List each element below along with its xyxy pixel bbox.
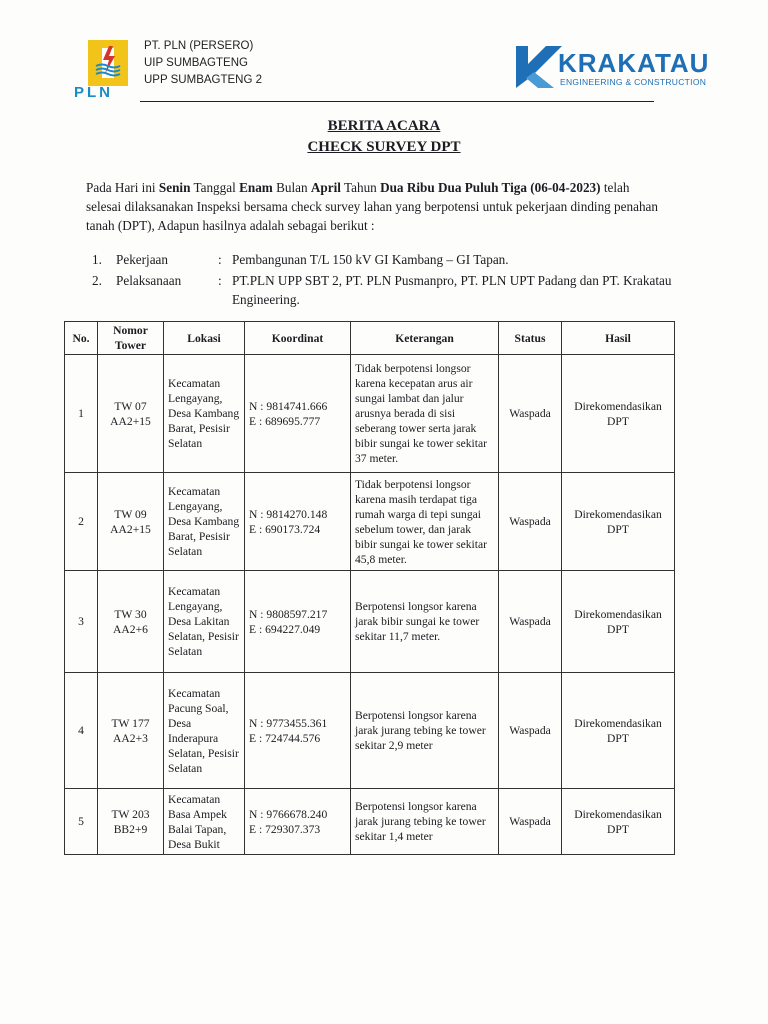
cell-hasil: Direkomendasikan DPT — [562, 355, 675, 473]
cell-tower: TW 203 BB2+9 — [98, 789, 164, 855]
cell-no: 2 — [65, 473, 98, 571]
list-separator: : — [218, 252, 222, 267]
coord-n: N : 9773455.361 — [249, 716, 328, 730]
survey-table — [64, 321, 675, 855]
list-number: 1. — [92, 252, 102, 267]
intro-text-5: telah selesai dilaksanakan Inspeksi bersama check survey lahan yang berpotensi untuk pekerjaan dinding penahan tanah (DPT), Adapun hasilnya adalah sebagai berikut : — [86, 180, 658, 233]
col-header-keterangan: Keterangan — [351, 322, 499, 355]
list-item — [92, 250, 672, 269]
col-header-no: No. — [65, 322, 98, 355]
cell-tower: TW 07 AA2+15 — [98, 355, 164, 473]
cell-koordinat — [245, 355, 351, 473]
coord-e: E : 690173.724 — [249, 522, 321, 536]
cell-keterangan: Berpotensi longsor karena jarak jurang tebing ke tower sekitar 2,9 meter — [351, 673, 499, 789]
table-row — [65, 473, 675, 571]
cell-lokasi: Kecamatan Lengayang, Desa Kambang Barat, Pesisir Selatan — [164, 473, 245, 571]
cell-lokasi: Kecamatan Lengayang, Desa Lakitan Selatan, Pesisir Selatan — [164, 571, 245, 673]
cell-lokasi: Kecamatan Lengayang, Desa Kambang Barat, Pesisir Selatan — [164, 355, 245, 473]
cell-koordinat — [245, 789, 351, 855]
table-row — [65, 789, 675, 855]
table-header-row — [65, 322, 675, 355]
coord-n: N : 9766678.240 — [249, 807, 328, 821]
cell-status: Waspada — [499, 473, 562, 571]
cell-status: Waspada — [499, 355, 562, 473]
info-list — [90, 248, 674, 311]
col-header-tower: Nomor Tower — [98, 322, 164, 355]
krakatau-subtitle: ENGINEERING & CONSTRUCTION — [560, 77, 707, 87]
cell-keterangan: Tidak berpotensi longsor karena masih terdapat tiga rumah warga di tepi sungai sebelum tower, dan jarak bibir sungai ke tower sekitar 45,8 meter. — [351, 473, 499, 571]
coord-e: E : 724744.576 — [249, 731, 321, 745]
table-row — [65, 571, 675, 673]
intro-paragraph — [86, 178, 666, 235]
intro-text-4: Tahun — [340, 180, 381, 195]
coord-e: E : 729307.373 — [249, 822, 321, 836]
pln-line-2: UIP SUMBAGTENG — [144, 57, 248, 69]
pln-line-1: PT. PLN (PERSERO) — [144, 40, 254, 52]
list-item — [92, 271, 672, 309]
cell-status: Waspada — [499, 571, 562, 673]
col-header-koordinat: Koordinat — [245, 322, 351, 355]
coord-n: N : 9814270.148 — [249, 507, 328, 521]
pln-company-lines — [144, 38, 262, 89]
cell-hasil: Direkomendasikan DPT — [562, 571, 675, 673]
table-row — [65, 355, 675, 473]
cell-koordinat — [245, 571, 351, 673]
col-header-lokasi: Lokasi — [164, 322, 245, 355]
document-subtitle: CHECK SURVEY DPT — [307, 139, 461, 155]
coord-n: N : 9808597.217 — [249, 607, 328, 621]
cell-tower: TW 09 AA2+15 — [98, 473, 164, 571]
cell-keterangan: Tidak berpotensi longsor karena kecepatan arus air sungai lambat dan jalur arusnya berada di sisi seberang tower serta jarak bibir sungai ke tower sekitar 37 meter. — [351, 355, 499, 473]
intro-date: Enam — [239, 180, 273, 195]
cell-hasil: Direkomendasikan DPT — [562, 789, 675, 855]
coord-e: E : 689695.777 — [249, 414, 321, 428]
list-label: Pelaksanaan — [116, 273, 182, 288]
pln-wordmark: PLN — [74, 84, 113, 101]
cell-lokasi: Kecamatan Basa Ampek Balai Tapan, Desa Bukit — [164, 789, 245, 855]
list-value: Pembangunan T/L 150 kV GI Kambang – GI Tapan. — [232, 252, 509, 267]
cell-no: 5 — [65, 789, 98, 855]
list-separator: : — [218, 273, 222, 288]
header-divider — [140, 101, 654, 102]
krakatau-name: KRAKATAU — [558, 48, 710, 78]
cell-keterangan: Berpotensi longsor karena jarak bibir sungai ke tower sekitar 11,7 meter. — [351, 571, 499, 673]
cell-hasil: Direkomendasikan DPT — [562, 673, 675, 789]
coord-e: E : 694227.049 — [249, 622, 321, 636]
pln-line-3: UPP SUMBAGTENG 2 — [144, 74, 263, 86]
cell-keterangan: Berpotensi longsor karena jarak jurang tebing ke tower sekitar 1,4 meter — [351, 789, 499, 855]
cell-koordinat — [245, 673, 351, 789]
intro-text-2: Tanggal — [190, 180, 240, 195]
cell-status: Waspada — [499, 673, 562, 789]
intro-month: April — [310, 180, 341, 195]
cell-lokasi: Kecamatan Pacung Soal, Desa Inderapura Selatan, Pesisir Selatan — [164, 673, 245, 789]
intro-day: Senin — [158, 180, 191, 195]
pln-logo-icon — [88, 40, 128, 86]
cell-tower: TW 177 AA2+3 — [98, 673, 164, 789]
cell-no: 1 — [65, 355, 98, 473]
list-value: PT.PLN UPP SBT 2, PT. PLN Pusmanpro, PT. PLN UPT Padang dan PT. Krakatau Engineering. — [232, 273, 672, 307]
cell-no: 4 — [65, 673, 98, 789]
cell-no: 3 — [65, 571, 98, 673]
document-title: BERITA ACARA — [327, 118, 441, 134]
cell-koordinat — [245, 473, 351, 571]
intro-year: Dua Ribu Dua Puluh Tiga (06-04-2023) — [380, 180, 601, 195]
cell-hasil: Direkomendasikan DPT — [562, 473, 675, 571]
intro-text-1: Pada Hari ini — [86, 180, 159, 195]
list-number: 2. — [92, 273, 102, 288]
col-header-hasil: Hasil — [562, 322, 675, 355]
table-row — [65, 673, 675, 789]
list-label: Pekerjaan — [116, 252, 168, 267]
col-header-status: Status — [499, 322, 562, 355]
coord-n: N : 9814741.666 — [249, 399, 328, 413]
cell-tower: TW 30 AA2+6 — [98, 571, 164, 673]
intro-text-3: Bulan — [272, 180, 311, 195]
cell-status: Waspada — [499, 789, 562, 855]
